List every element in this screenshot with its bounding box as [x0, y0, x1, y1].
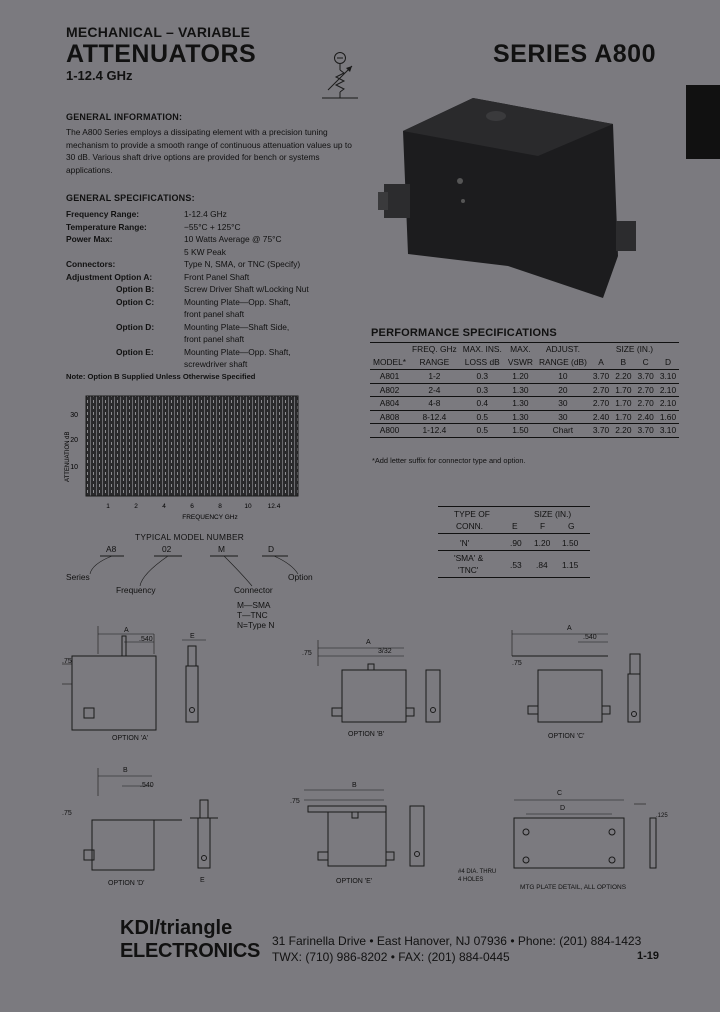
table-cell: 0.3	[476, 371, 489, 382]
spec-value: Front Panel Shaft	[184, 271, 250, 282]
table-cell: 1-12.4	[422, 425, 447, 436]
mounting-plate-label: MTG PLATE DETAIL, ALL OPTIONS	[520, 884, 627, 891]
connector-size-table	[438, 506, 590, 578]
conn-cell: .90	[510, 538, 522, 548]
table-cell: A800	[379, 425, 400, 436]
option-a-side-drawing	[176, 636, 216, 726]
table-cell: 10	[558, 371, 568, 382]
series-title: SERIES A800	[493, 40, 656, 68]
dim-label: D	[560, 805, 566, 812]
x-axis-label: FREQUENCY GHz	[182, 514, 238, 521]
dim-label: E	[190, 633, 195, 640]
attenuator-symbol-icon	[318, 46, 362, 102]
model-number-leaders	[62, 544, 322, 604]
table-cell: 1.60	[659, 411, 677, 422]
table-row	[370, 397, 679, 411]
section-tab	[686, 85, 720, 159]
spec-value: 1-12.4 GHz	[184, 209, 227, 219]
dim-label: .540	[583, 634, 597, 641]
model-part: A8	[106, 544, 117, 554]
spec-label: Frequency Range:	[66, 209, 140, 219]
conn-cell: 'TNC'	[458, 565, 479, 575]
table-cell: 1.30	[512, 398, 529, 409]
performance-footnote: *Add letter suffix for connector type and option.	[372, 456, 526, 465]
x-tick-label: 2	[134, 503, 138, 510]
dim-label: A	[124, 627, 129, 634]
table-cell: 30	[558, 398, 568, 409]
performance-table	[370, 342, 679, 438]
table-cell: 1.30	[512, 384, 529, 395]
mounting-plate-drawing	[506, 794, 666, 884]
header-cell: D	[664, 357, 671, 367]
table-row	[370, 383, 679, 397]
table-cell: 1.20	[512, 371, 529, 382]
header-cell: RANGE (dB)	[538, 357, 587, 367]
table-cell: 1.30	[512, 411, 529, 422]
dim-label: A	[567, 625, 572, 632]
conn-header: G	[568, 521, 575, 531]
performance-heading: PERFORMANCE SPECIFICATIONS	[371, 327, 557, 339]
table-cell: 3.70	[637, 371, 654, 382]
specs-note: Note: Option B Supplied Unless Otherwise Specified	[66, 372, 256, 381]
model-label: Series	[66, 572, 90, 582]
spec-value: front panel shaft	[184, 334, 245, 344]
header-cell: MAX. INS.	[462, 344, 502, 354]
conn-cell: .84	[536, 560, 548, 570]
table-cell: 30	[558, 411, 568, 422]
table-cell: A802	[379, 384, 400, 395]
option-label: OPTION 'B'	[348, 731, 385, 738]
table-cell: 8-12.4	[422, 411, 447, 422]
dim-label: B	[352, 782, 357, 789]
conn-header: E	[512, 521, 518, 531]
y-tick-label: 30	[70, 412, 78, 419]
table-cell: 2.70	[637, 398, 654, 409]
dim-label: B	[123, 767, 128, 774]
option-label: OPTION 'C'	[548, 733, 585, 740]
table-row	[370, 410, 679, 424]
table-cell: A804	[379, 398, 400, 409]
model-number-heading: TYPICAL MODEL NUMBER	[135, 532, 245, 542]
company-address: 31 Farinella Drive • East Hanover, NJ 07936 • Phone: (201) 884-1423	[272, 934, 642, 948]
y-tick-label: 10	[70, 464, 78, 471]
table-cell: 3.70	[637, 425, 654, 436]
conn-header: SIZE (IN.)	[534, 509, 572, 519]
table-cell: 2-4	[428, 384, 441, 395]
general-info-heading: GENERAL INFORMATION:	[66, 112, 183, 122]
x-tick-label: 4	[162, 503, 166, 510]
table-cell: 2.70	[592, 398, 610, 409]
x-tick-label: 6	[190, 503, 194, 510]
spec-label: Temperature Range:	[66, 221, 147, 232]
spec-value: 10 Watts Average @ 75°C	[184, 234, 282, 244]
table-cell: 20	[558, 384, 568, 395]
header-cell: ADJUST.	[545, 344, 580, 354]
dim-label: A	[366, 639, 371, 646]
model-part: M	[218, 544, 225, 554]
option-label: OPTION 'E'	[336, 878, 373, 885]
general-specs-list	[66, 208, 366, 378]
model-label: Option	[288, 572, 313, 582]
table-cell: 2.20	[615, 371, 632, 382]
connector-code: N=Type N	[237, 620, 275, 630]
x-tick-label: 8	[218, 503, 222, 510]
table-cell: 2.40	[592, 411, 610, 422]
table-cell: 0.5	[476, 411, 489, 422]
table-cell: 1.70	[615, 411, 632, 422]
spec-label: Power Max:	[66, 234, 113, 244]
model-label: Connector	[234, 585, 273, 595]
header-cell: VSWR	[507, 357, 533, 367]
table-cell: 2.70	[637, 384, 654, 395]
dim-label: .75	[290, 798, 300, 805]
option-e-drawing	[294, 780, 434, 880]
table-cell: 1.70	[615, 384, 632, 395]
x-tick-label: 1	[106, 503, 110, 510]
header-cell: A	[598, 357, 604, 367]
model-part: D	[268, 544, 275, 554]
dim-label: .75	[302, 650, 312, 657]
dim-label: 3/32	[378, 648, 392, 655]
table-cell: A801	[379, 371, 400, 382]
spec-value: Mounting Plate—Opp. Shaft,	[184, 296, 291, 307]
conn-header: F	[540, 521, 546, 531]
frequency-label: 1-12.4 GHz	[66, 68, 133, 83]
spec-value: Mounting Plate—Shaft Side,	[184, 321, 290, 332]
general-info-text: The A800 Series employs a dissipating element with a precision tuning mechanism to provide a smooth range of continuous attenuation values up to 30 dB. Various shaft drive options are provided for bench or systems applications.	[66, 127, 352, 175]
table-cell: 2.40	[637, 411, 654, 422]
model-part: 02	[162, 544, 172, 554]
conn-header: TYPE OF	[454, 509, 490, 519]
header-cell: MODEL*	[373, 357, 407, 367]
table-cell: 2.10	[659, 384, 677, 395]
dim-label: .540	[140, 782, 154, 789]
y-tick-label: 20	[70, 437, 78, 444]
conn-cell: 'SMA' &	[454, 553, 484, 563]
header-cell: C	[642, 357, 649, 367]
header-cell: FREQ. GHz	[412, 344, 457, 354]
model-label: Frequency	[116, 585, 156, 595]
table-cell: 1.50	[512, 425, 529, 436]
dim-label: .540	[139, 636, 153, 643]
conn-header: CONN.	[456, 521, 483, 531]
table-cell: 0.3	[476, 384, 489, 395]
conn-cell: 1.15	[562, 560, 579, 570]
spec-label: Option E:	[116, 346, 154, 357]
conn-cell: 'N'	[460, 538, 470, 548]
spec-value: Type N, SMA, or TNC (Specify)	[184, 259, 301, 269]
conn-cell: 1.20	[534, 538, 551, 548]
spec-value: Screw Driver Shaft w/Locking Nut	[184, 284, 309, 294]
header-cell	[370, 343, 409, 357]
dim-label: .75	[62, 658, 72, 665]
conn-cell: .53	[510, 560, 522, 570]
table-cell: 3.10	[659, 425, 677, 436]
table-cell: A808	[379, 411, 400, 422]
dim-label: .125	[656, 813, 668, 819]
company-contact: TWX: (710) 986-8202 • FAX: (201) 884-0445	[272, 950, 510, 964]
table-cell: Chart	[552, 425, 574, 436]
spec-value: −55°C + 125°C	[184, 221, 241, 232]
spec-label: Option C:	[116, 296, 155, 307]
category-label: MECHANICAL – VARIABLE	[66, 24, 251, 40]
page-number: 1-19	[637, 950, 660, 962]
conn-cell: 1.50	[562, 538, 579, 548]
header-cell: MAX.	[510, 344, 531, 354]
table-row	[370, 424, 679, 438]
dim-label: .75	[512, 660, 522, 667]
attenuation-graph	[60, 392, 310, 522]
thru-hole-label: #4 DIA. THRU 4 HOLES	[458, 869, 497, 883]
header-cell: B	[620, 357, 627, 367]
spec-label: Option D:	[116, 321, 155, 332]
spec-value: Mounting Plate—Opp. Shaft,	[184, 346, 291, 357]
brand-logo-line1: KDI/triangle	[120, 917, 233, 939]
table-cell: 2.70	[592, 384, 610, 395]
option-label: OPTION 'D'	[108, 880, 145, 887]
spec-label: Option B:	[116, 284, 155, 294]
table-cell: 2.10	[659, 398, 677, 409]
x-tick-label: 10	[244, 503, 252, 510]
header-cell: LOSS dB	[464, 357, 500, 367]
spec-label: Connectors:	[66, 259, 116, 269]
table-row	[370, 370, 679, 384]
table-cell: 1.70	[615, 398, 632, 409]
spec-label: Adjustment Option A:	[66, 271, 153, 282]
table-cell: 0.5	[476, 425, 489, 436]
connector-code: M—SMA	[237, 600, 271, 610]
spec-value: 5 KW Peak	[184, 246, 226, 257]
spec-value: front panel shaft	[184, 309, 245, 319]
header-cell: SIZE (IN.)	[615, 344, 654, 354]
table-cell: 3.10	[659, 371, 677, 382]
table-cell: 4-8	[428, 398, 441, 409]
option-label: OPTION 'A'	[112, 735, 149, 742]
table-cell: 3.70	[592, 425, 610, 436]
connector-code: T—TNC	[237, 610, 268, 620]
table-cell: 2.20	[615, 425, 632, 436]
dim-label: .75	[62, 810, 72, 817]
dim-label: C	[557, 790, 563, 797]
general-specs-heading: GENERAL SPECIFICATIONS:	[66, 193, 195, 203]
product-photo	[378, 86, 648, 306]
dim-label: E	[200, 877, 205, 884]
y-axis-label: ATTENUATION dB	[65, 431, 71, 482]
spec-value: screwdriver shaft	[184, 359, 248, 369]
page-title: ATTENUATORS	[66, 40, 257, 68]
table-cell: 3.70	[592, 371, 610, 382]
header-cell: RANGE	[419, 357, 450, 367]
x-tick-label: 12.4	[267, 503, 281, 510]
option-c-drawing	[508, 626, 658, 736]
table-cell: 1-2	[428, 371, 441, 382]
table-cell: 0.4	[476, 398, 489, 409]
brand-logo-line2: ELECTRONICS	[120, 940, 261, 962]
